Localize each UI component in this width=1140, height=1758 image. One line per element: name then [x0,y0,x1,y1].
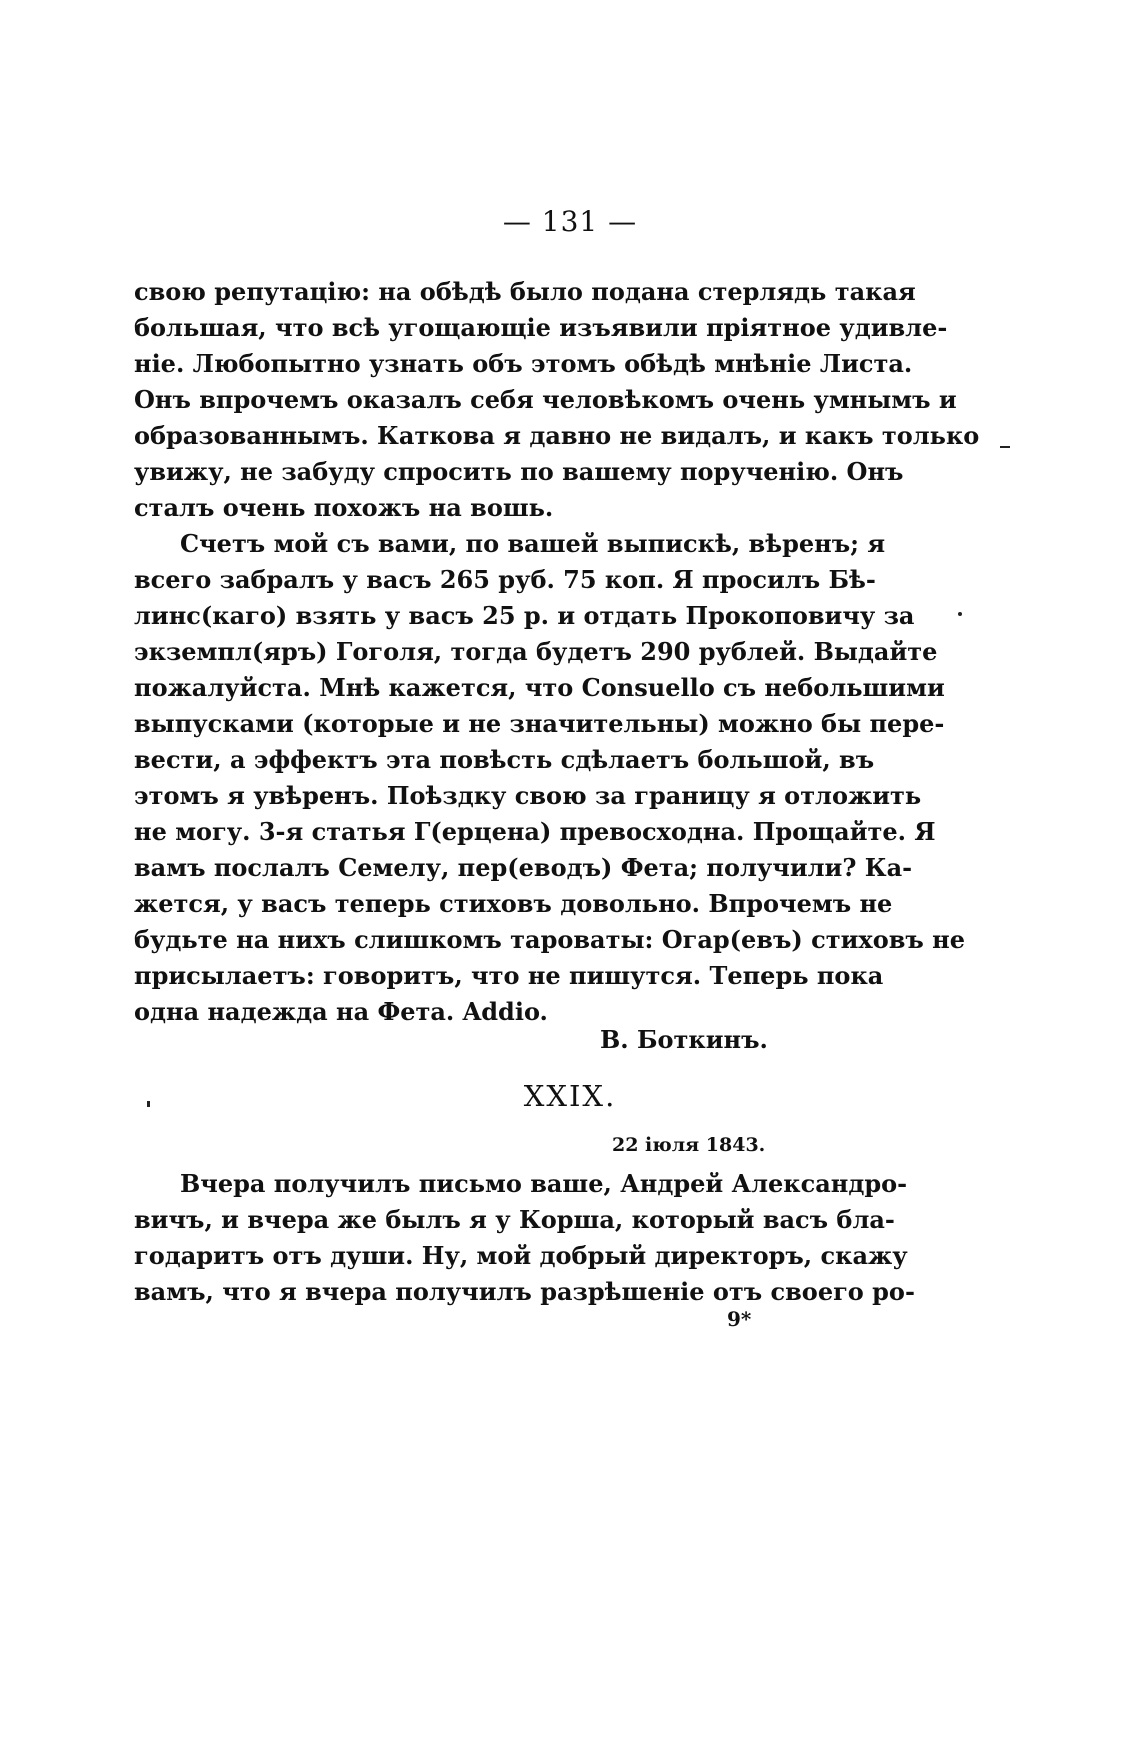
text-line: всего забралъ у васъ 265 руб. 75 коп. Я просилъ Бѣ- [134,565,876,594]
text-line: ніе. Любопытно узнать объ этомъ обѣдѣ мнѣніе Листа. [134,349,913,378]
text-line: одна надежда на Фета. Addio. [134,997,548,1026]
letter-date: 22 іюля 1843. [612,1134,766,1156]
text-line: присылаетъ: говоритъ, что не пишутся. Теперь пока [134,961,884,990]
text-line: большая, что всѣ угощающіе изъявили пріятное удивле- [134,313,948,342]
text-line: будьте на нихъ слишкомъ тароваты: Огар(евъ) стиховъ не [134,925,965,954]
text-line: сталъ очень похожъ на вошь. [134,493,554,522]
text-line: выпусками (которые и не значительны) можно бы пере- [134,709,945,738]
text-line: линс(каго) взять у васъ 25 р. и отдать Прокоповичу за [134,601,915,630]
text-line: годаритъ отъ души. Ну, мой добрый директоръ, скажу [134,1241,908,1270]
section-heading: XXIX. [523,1079,617,1113]
text-line: жется, у васъ теперь стиховъ довольно. Впрочемъ не [134,889,893,918]
text-line: вамъ послалъ Семелу, пер(еводъ) Фета; получили? Ка- [134,853,913,882]
text-line: вести, а эффектъ эта повѣсть сдѣлаетъ большой, въ [134,745,875,774]
text-line: образованнымъ. Каткова я давно не видалъ, и какъ только [134,421,980,450]
text-line: пожалуйста. Мнѣ кажется, что Consuello съ небольшими [134,673,945,702]
signature: В. Боткинъ. [600,1025,768,1054]
text-line: Онъ впрочемъ оказалъ себя человѣкомъ очень умнымъ и [134,385,957,414]
text-line: вамъ, что я вчера получилъ разрѣшеніе отъ своего ро- [134,1277,915,1306]
text-line: увижу, не забуду спросить по вашему порученію. Онъ [134,457,904,486]
page-number: — 131 — [502,205,638,238]
text-line: Счетъ мой съ вами, по вашей выпискѣ, вѣренъ; я [180,529,886,558]
text-line: Вчера получилъ письмо ваше, Андрей Александро- [180,1169,908,1198]
text-line: вичъ, и вчера же былъ я у Корша, который васъ бла- [134,1205,895,1234]
text-line: не могу. 3-я статья Г(ерцена) превосходна. Прощайте. Я [134,817,936,846]
print-speck [147,1101,150,1107]
print-speck [958,612,962,616]
text-line: экземпл(яръ) Гоголя, тогда будетъ 290 рублей. Выдайте [134,637,938,666]
text-line: этомъ я увѣренъ. Поѣздку свою за границу я отложить [134,781,922,810]
print-speck [1000,446,1010,448]
text-line: свою репутацію: на обѣдѣ было подана стерлядь такая [134,277,916,306]
signature-mark: 9* [727,1307,752,1331]
